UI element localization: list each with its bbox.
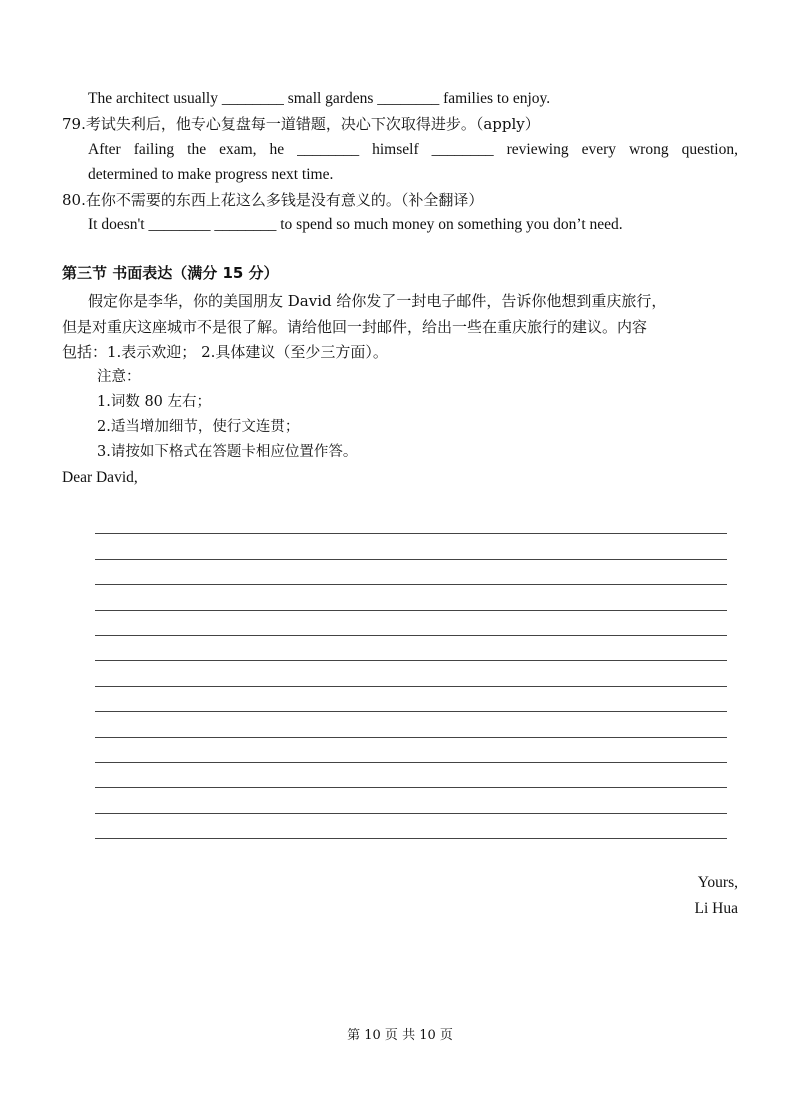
q80-prompt: 80.在你不需要的东西上花这么多钱是没有意义的。（补全翻译） <box>62 191 484 209</box>
note-2: 2.适当增加细节，使行文连贯； <box>97 419 300 435</box>
letter-salutation: Dear David, <box>62 469 138 486</box>
writing-rule <box>95 636 727 661</box>
writing-rule <box>95 814 727 839</box>
task-line-2: 但是对重庆这座城市不是很了解。请给他回一封邮件，给出一些在重庆旅行的建议。内容 <box>62 318 648 336</box>
writing-rule <box>95 763 727 788</box>
writing-rule <box>95 687 727 712</box>
writing-rule <box>95 509 727 534</box>
task-line-3: 包括：1.表示欢迎； 2.具体建议（至少三方面）。 <box>62 343 388 361</box>
writing-rule <box>95 611 727 636</box>
writing-rule <box>95 534 727 559</box>
writing-rule <box>95 661 727 686</box>
q80-english-line: It doesn't ________ ________ to spend so much money on something you don’t need. <box>88 216 623 233</box>
writing-rule <box>95 712 727 737</box>
note-3: 3.请按如下格式在答题卡相应位置作答。 <box>97 444 358 460</box>
note-1: 1.词数 80 左右； <box>97 394 212 410</box>
q79-english-line-1: After failing the exam, he ________ himself ________ reviewing every wrong question, <box>88 141 738 158</box>
q79-prompt: 79.考试失利后，他专心复盘每一道错题，决心下次取得进步。（apply） <box>62 115 540 133</box>
section-title: 第三节 书面表达（满分 15 分） <box>62 264 279 282</box>
writing-rule <box>95 738 727 763</box>
notes-title: 注意： <box>97 369 141 385</box>
q78-english-line: The architect usually ________ small gardens ________ families to enjoy. <box>88 90 551 107</box>
writing-rule <box>95 585 727 610</box>
task-line-1: 假定你是李华，你的美国朋友 David 给你发了一封电子邮件，告诉你他想到重庆旅行， <box>88 292 667 310</box>
letter-signature: Li Hua <box>694 900 738 917</box>
page-number-footer: 第 10 页 共 10 页 <box>347 1028 453 1043</box>
writing-rule <box>95 788 727 813</box>
q79-english-line-2: determined to make progress next time. <box>88 166 334 183</box>
letter-closing: Yours, <box>697 874 738 891</box>
writing-rule <box>95 560 727 585</box>
answer-writing-lines <box>95 509 727 839</box>
